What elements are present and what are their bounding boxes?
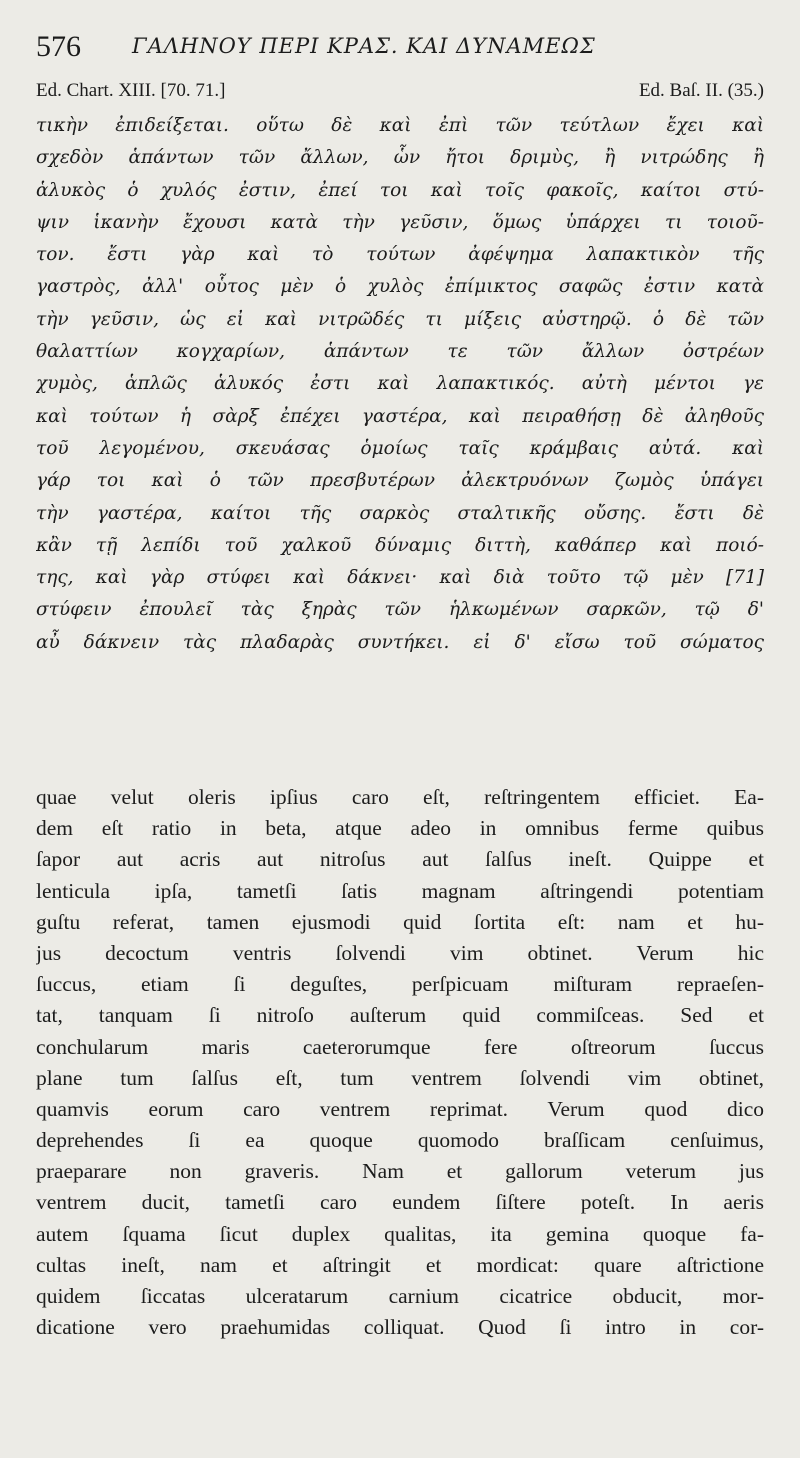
latin-text-line: ventrem ducit, tametſi caro eundem ſiſtere poteſt. In aeris xyxy=(36,1190,764,1215)
latin-text-line: plane tum ſalſus eſt, tum ventrem ſolvendi vim obtinet, xyxy=(36,1065,764,1090)
latin-text-line: tat, tanquam ſi nitroſo auſterum quid commiſceas. Sed et xyxy=(36,1003,764,1028)
latin-text-block xyxy=(36,782,764,1343)
greek-text-line: κἂν τῇ λεπίδι τοῦ χαλκοῦ δύναμις διττὴ, καθάπερ καὶ ποιό- xyxy=(36,534,764,556)
greek-text-line: ψιν ἱκανὴν ἔχουσι κατὰ τὴν γεῦσιν, ὅμως ὑπάρχει τι τοιοῦ- xyxy=(36,211,764,233)
greek-text-line: καὶ τούτων ἡ σὰρξ ἐπέχει γαστέρα, καὶ πειραθήσῃ δὲ ἀληθοῦς xyxy=(36,405,764,427)
greek-text-line: θαλαττίων κογχαρίων, ἁπάντων τε τῶν ἄλλων ὀστρέων xyxy=(36,341,764,363)
latin-text-line: quidem ſiccatas ulceratarum carnium cicatrice obducit, mor- xyxy=(36,1284,764,1308)
latin-text-line: praeparare non graveris. Nam et gallorum veterum jus xyxy=(36,1159,764,1184)
edition-reference-basel: Ed. Baſ. II. (35.) xyxy=(638,80,764,101)
latin-text-line: jus decoctum ventris ſolvendi vim obtinet. Verum hic xyxy=(36,940,764,965)
latin-text-line: cultas ineſt, nam et aſtringit et mordicat: quare aſtrictione xyxy=(36,1252,764,1277)
latin-text-line: dem eſt ratio in beta, atque adeo in omnibus ferme quibus xyxy=(36,816,764,841)
page-number: 576 xyxy=(36,30,81,63)
greek-text-line: τὴν γεῦσιν, ὡς εἰ καὶ νιτρῶδές τι μίξεις αὐστηρῷ. ὁ δὲ τῶν xyxy=(36,308,764,330)
greek-text-line: γαστρὸς, ἀλλ' οὗτος μὲν ὁ χυλὸς ἐπίμικτος σαφῶς ἐστιν κατὰ xyxy=(36,276,764,298)
latin-text-line: deprehendes ſi ea quoque quomodo braſſicam cenſuimus, xyxy=(36,1128,764,1153)
greek-text-block xyxy=(36,110,764,659)
latin-text-line: quamvis eorum caro ventrem reprimat. Verum quod dico xyxy=(36,1096,764,1121)
greek-text-line: γάρ τοι καὶ ὁ τῶν πρεσβυτέρων ἀλεκτρυόνων ζωμὸς ὑπάγει xyxy=(36,470,764,492)
greek-text-line: χυμὸς, ἁπλῶς ἁλυκός ἐστι καὶ λαπακτικός. αὐτὴ μέντοι γε xyxy=(36,373,764,395)
greek-text-line: ἁλυκὸς ὁ χυλός ἐστιν, ἐπεί τοι καὶ τοῖς φακοῖς, καίτοι στύ- xyxy=(36,179,764,201)
latin-text-line: lenticula ipſa, tametſi ſatis magnam aſtringendi potentiam xyxy=(36,878,764,903)
latin-text-line: quae velut oleris ipſius caro eſt, reſtringentem efficiet. Ea- xyxy=(36,785,764,809)
latin-text-line: autem ſquama ſicut duplex qualitas, ita gemina quoque fa- xyxy=(36,1221,764,1246)
edition-reference-line xyxy=(36,80,764,106)
running-title: ΓΑΛΗΝΟΥ ΠΕΡΙ ΚΡΑΣ. ΚΑΙ ΔΥΝΑΜΕΩΣ xyxy=(132,34,596,58)
greek-text-line: στύφειν ἐπουλεῖ τὰς ξηρὰς τῶν ἡλκωμένων σαρκῶν, τῷ δ' xyxy=(36,599,764,621)
greek-text-line: τον. ἔστι γὰρ καὶ τὸ τούτων ἀφέψημα λαπακτικὸν τῆς xyxy=(36,244,764,266)
latin-text-line: conchularum maris caeterorumque fere oſtreorum ſuccus xyxy=(36,1034,764,1059)
latin-text-line: guſtu referat, tamen ejusmodi quid ſortita eſt: nam et hu- xyxy=(36,909,764,934)
latin-text-line: ſuccus, etiam ſi deguſtes, perſpicuam miſturam repraeſen- xyxy=(36,972,764,997)
greek-text-line: τοῦ λεγομένου, σκευάσας ὁμοίως ταῖς κράμβαις αὐτά. καὶ xyxy=(36,437,764,459)
greek-text-line: αὖ δάκνειν τὰς πλαδαρὰς συντήκει. εἰ δ' εἴσω τοῦ σώματος xyxy=(36,631,764,653)
greek-text-line: σχεδὸν ἁπάντων τῶν ἄλλων, ὧν ἤτοι δριμὺς, ἢ νιτρώδης ἢ xyxy=(36,147,764,169)
greek-text-line: τὴν γαστέρα, καίτοι τῆς σαρκὸς σταλτικῆς οὔσης. ἔστι δὲ xyxy=(36,502,764,524)
latin-text-line: ſapor aut acris aut nitroſus aut ſalſus ineſt. Quippe et xyxy=(36,847,764,872)
greek-text-line: της, καὶ γὰρ στύφει καὶ δάκνει· καὶ διὰ τοῦτο τῷ μὲν [71] xyxy=(36,567,764,589)
edition-reference-chart: Ed. Chart. XIII. [70. 71.] xyxy=(36,80,226,101)
latin-text-line: dicatione vero praehumidas colliquat. Quod ſi intro in cor- xyxy=(36,1315,764,1340)
page-header xyxy=(36,30,764,64)
greek-text-line: τικὴν ἐπιδείξεται. οὕτω δὲ καὶ ἐπὶ τῶν τεύτλων ἔχει καὶ xyxy=(36,115,764,136)
